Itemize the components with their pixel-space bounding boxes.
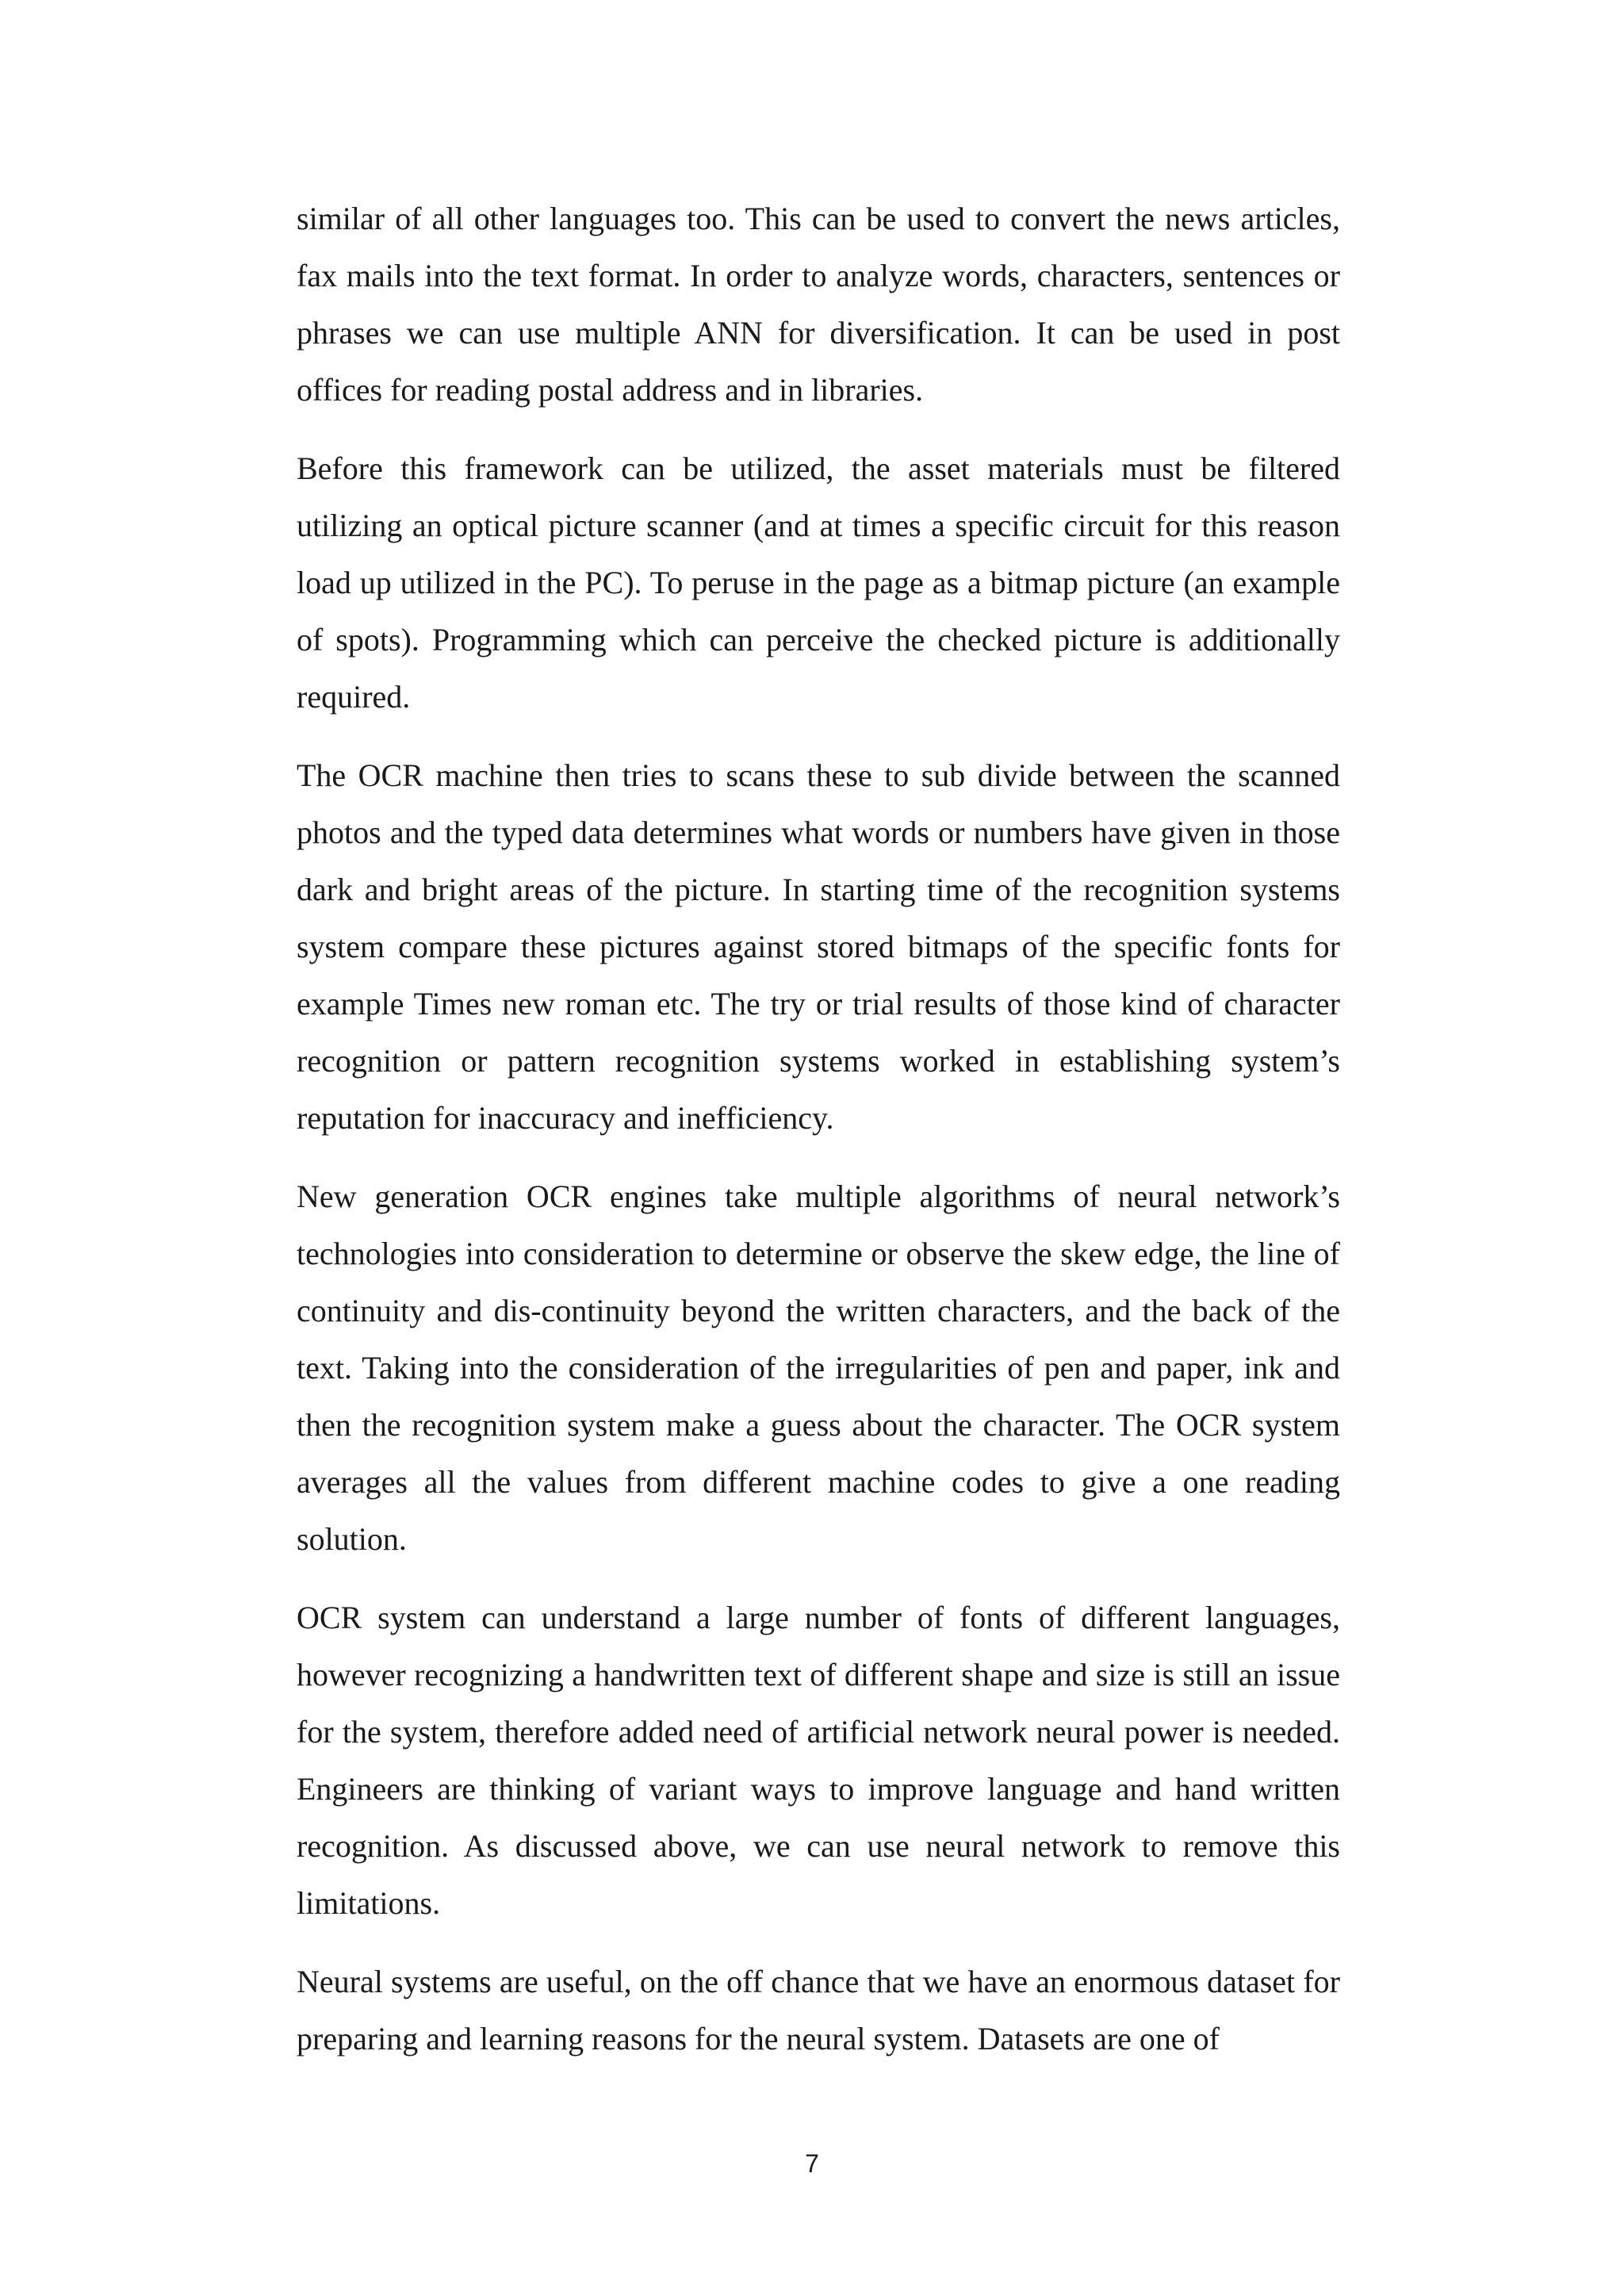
paragraph-4: New generation OCR engines take multiple algorithms of neural network’s technologies into consideration to determine or observe the skew edge, the line of continuity and dis-continuity beyond the written characters, and the back of the text. Taking into the consideration of the irregularities of pen and paper, ink and then the recognition system make a guess about the character. The OCR system averages all the values from different machine codes to give a one reading solution. [297, 1179, 1340, 1557]
page-number: 7 [805, 2149, 819, 2178]
paragraph-3: The OCR machine then tries to scans these to sub divide between the scanned photos and the typed data determines what words or numbers have given in those dark and bright areas of the picture. In starting time of the recognition systems system compare these pictures against stored bitmaps of the specific fonts for example Times new roman etc. The try or trial results of those kind of character recognition or pattern recognition systems worked in establishing system’s reputation for inaccuracy and inefficiency. [297, 757, 1340, 1136]
paragraph-1: similar of all other languages too. This can be used to convert the news articles, fax mails into the text format. In order to analyze words, characters, sentences or phrases we can use multiple ANN for diversification. It can be used in post offices for reading postal address and in libraries. [297, 201, 1340, 408]
paragraph-2: Before this framework can be utilized, the asset materials must be filtered utilizing an optical picture scanner (and at times a specific circuit for this reason load up utilized in the PC). To peruse in the page as a bitmap picture (an example of spots). Programming which can perceive the checked picture is additionally required. [297, 450, 1340, 715]
paragraph-5: OCR system can understand a large number of fonts of different languages, however recognizing a handwritten text of different shape and size is still an issue for the system, therefore added need of artificial network neural power is needed. Engineers are thinking of variant ways to improve language and hand written recognition. As discussed above, we can use neural network to remove this limitations. [297, 1600, 1340, 1921]
paragraph-6: Neural systems are useful, on the off chance that we have an enormous dataset for preparing and learning reasons for the neural system. Datasets are one of [297, 1964, 1340, 2056]
body-text [297, 190, 1340, 2089]
